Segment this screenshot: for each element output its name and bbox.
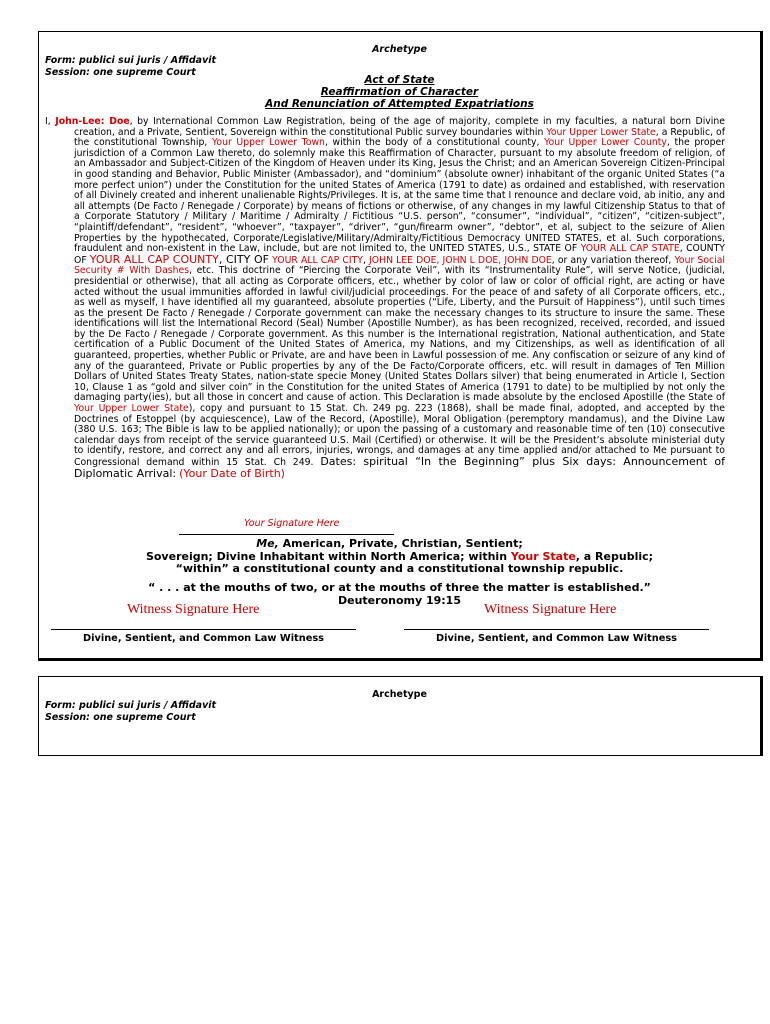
field-your-state: Your State [510, 549, 576, 563]
body-text-7: , or any variation thereof, [551, 254, 672, 266]
signature-line [179, 534, 394, 535]
body-text-8: , etc. This doctrine of “Piercing the Corporate Veil”, with its “Instrumentality Rule”, will serve Notice, (judicial, presidential or otherwise), that all acting as Corporate officers, etc., whether by color of law or color of official right, are acting or have acted without the usual immunities afforded in lawful civil/judicial proceedings. For the peace of and safety of all Corporate officers, etc., as well as myself, I have identified all my guaranteed, absolute properties (“Life, Liberty, and the Pursuit of Happiness”), until such times as the present De Facto / Renegade / Corporate government can make the necessary changes to its structure to insure the same. These identifications will list the International Record (Seal) Number (Apostille Number), as has been recognized, received, recorded, and issued by the De Facto / Renegade / Corporate government. As this number is the International registration, National authentication, and State certification of a Public Document of the United States of America, my Nations, and my Citizenships, as well as identification of all guaranteed, properties, whether Public or Private, are and have been in Lawful possession of me. Any confiscation or seizure of any kind of any of the guaranteed, Private or Public properties by any of the De Facto/Corporate officers, etc. will result in damages of Ten Million Dollars of United States Treaty States, nation-state specie Money (United States Dollars silver) that being enumerated in Article I, Section 10, Clause 1 as “gold and silver coin” in the Constitution for the united States of America (1791 to date) to be multiplied by not only the damaging party(ies), but all those in concert and cause of action. This Declaration is made absolute by the enclosed Apostille (the State of [74, 265, 725, 404]
document-page-2 [38, 676, 763, 756]
field-name-variants: JOHN LEE DOE, JOHN L DOE, JOHN DOE [369, 254, 552, 266]
declaration-paragraph [45, 117, 725, 480]
sig-line-2-end: , a Republic; [575, 549, 654, 563]
witness-signature-1[interactable]: Witness Signature Here [127, 602, 260, 617]
witness-signature-2[interactable]: Witness Signature Here [484, 602, 617, 617]
body-text-6b: , [362, 254, 366, 266]
quote-reference: Deuteronomy 19:15 [338, 593, 461, 607]
field-upper-lower-state: Your Upper Lower State [546, 126, 656, 138]
title-line-3: And Renunciation of Attempted Expatriations [265, 98, 534, 110]
text-i: I, [45, 116, 51, 127]
declarant-name: John-Lee: Doe [55, 116, 130, 127]
field-date-of-birth: (Your Date of Birth) [179, 466, 285, 480]
quote-text: “ . . . at the mouths of two, or at the mouths of three the matter is established.” [148, 581, 651, 594]
witness-line-1 [51, 629, 356, 630]
field-upper-lower-county: Your Upper Lower County [544, 137, 667, 149]
field-upper-lower-state-2: Your Upper Lower State [74, 403, 189, 415]
body-text-3: , within the body of a constitutional county, [324, 137, 540, 149]
body-text-2: , a Republic, of the constitutional Township, [74, 126, 725, 149]
form-line: Form: publici sui juris / Affidavit [45, 55, 217, 66]
title-line-1: Act of State [364, 74, 435, 86]
session-line: Session: one supreme Court [45, 66, 196, 78]
body-text-9: ), copy and pursuant to 15 Stat. Ch. 249 pg. 223 (1868), shall be made final, adopted, and accepted by the Doctrines of Estoppel (by acquiescence), Law of the Record, (Apostille), Moral Obligation (peremptory mandamus), and the Divine Law (380 U.S. 163; The Bible is law to be applied nationally); or upon the passing of a customary and reasonable time of ten (10) consecutive calendar days from receipt of the service guaranteed U.S. Mail (Certified) or otherwise. It will be the President’s absolute ministerial duty to identify, restore, and correct any and all errors, injuries, wrongs, and damages at any time applied and/or attached to Me pursuant to Congressional demand within 15 Stat. Ch 249. [74, 403, 726, 468]
witness-line-2 [404, 629, 709, 630]
body-text-4: , the proper jurisdiction of a Common Law thereto, do solemnly make this Reaffirmation of Character, pursuant to my absolute freedom of religion, of an Ambassador and Subject-Citizen of the Kingdom of Heaven under its King, Jesus the Christ; and an American Sovereign Citizen-Principal in good standing and Behavior, Public Minister (Ambassador), and “dominium” (absolute owner) inhabitant of the organic United States (“a more perfect union”) under the Constitution for the united States of America (1791 to date) as ordained and established, with reservation of all Divinely created and inherent unalienable Rights/Privileges. It is, at the same time that I renounce and declare void, ab initio, any and all attempts (De Facto / Renegade / Corporate) by means of fictions or otherwise, of any changes in my lawful Citizenship Status to that of a Corporate Statutory / Military / Maritime / Admiralty / Fictitious “U.S. person”, “consumer”, “individual”, “citizen”, “citizen-subject”, “plaintiff/defendant”, “resident”, “whoever”, “taxpayer”, “driver”, “gun/firearm owner”, “debtor”, et al, subject to the seizure of Alien Properties by the hypothecated, Corporate/Legislative/Military/Admiralty/Fictitious Democracy UNITED STATES, et al. Such corporations, fraudulent and non-existent in the Law, include, but are not limited to, the UNITED STATES, U.S., STATE OF [74, 137, 726, 255]
witness-label-2: Divine, Sentient, and Common Law Witness [435, 633, 678, 644]
field-upper-lower-town: Your Upper Lower Town [211, 137, 325, 149]
sig-line-1-text: American, Private, Christian, Sentient; [278, 537, 523, 550]
field-cap-county: YOUR ALL CAP COUNTY [89, 252, 219, 266]
body-text-6: , CITY OF [218, 252, 269, 266]
sig-line-2-start: Sovereign; Divine Inhabitant within North America; within [145, 549, 508, 563]
document-title [45, 74, 754, 110]
field-cap-city: YOUR ALL CAP CITY [272, 254, 363, 266]
signature-field[interactable]: Your Signature Here [244, 518, 340, 529]
field-cap-state: YOUR ALL CAP STATE [580, 243, 680, 255]
page2-archetype-label: Archetype [372, 689, 427, 700]
me-label: Me, [256, 537, 279, 550]
body-text-5: , COUNTY OF [74, 243, 725, 266]
title-line-2: Reaffirmation of Character [320, 86, 479, 98]
signature-block [39, 538, 760, 576]
sig-line-3: “within” a constitutional county and a constitutional township republic. [175, 562, 624, 575]
page2-form-line: Form: publici sui juris / Affidavit [45, 700, 217, 711]
declaration-body [45, 117, 725, 480]
page2-session-line: Session: one supreme Court [45, 711, 196, 723]
dates-text: Dates: spiritual “In the Beginning” plus Six days: Announcement of Diplomatic Arrival: [74, 455, 725, 480]
field-ssn: Your Social Security # With Dashes [74, 254, 725, 277]
archetype-label: Archetype [372, 44, 427, 55]
body-text-1: , by International Common Law Registration, being of the age of majority, complete in my faculties, a natural born Divine creation, and a Private, Sentient, Sovereign within the constitutional Public survey boundaries within [74, 116, 725, 138]
witness-label-1: Divine, Sentient, and Common Law Witness [82, 633, 325, 644]
document-page-1 [38, 31, 763, 661]
